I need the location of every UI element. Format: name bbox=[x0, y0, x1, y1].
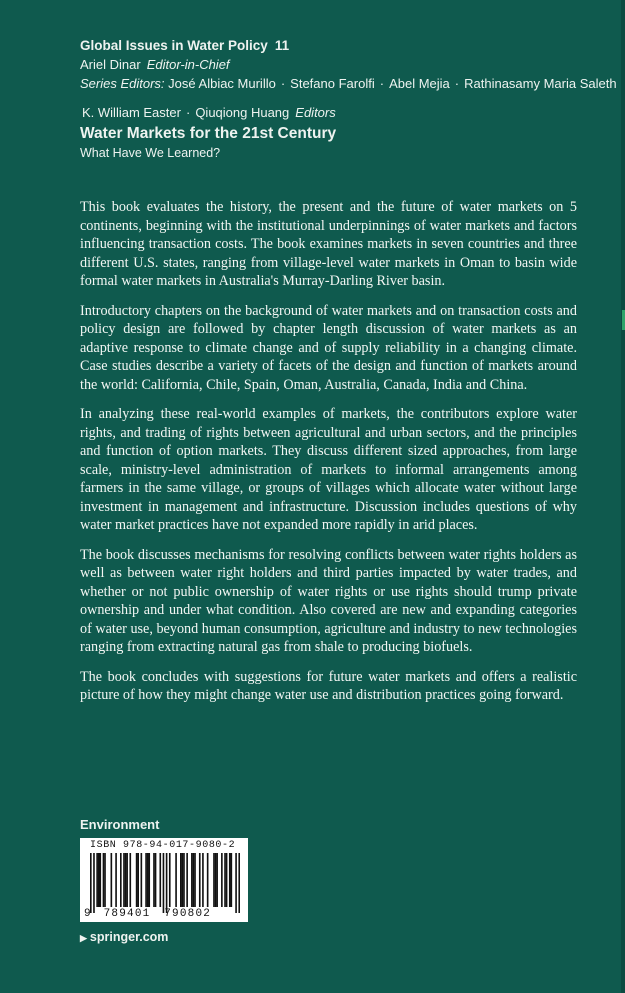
barcode-bar bbox=[182, 853, 184, 907]
barcode-bar bbox=[169, 853, 171, 907]
publisher-link[interactable] bbox=[80, 930, 168, 944]
barcode-bar bbox=[180, 853, 182, 907]
barcode-bar bbox=[191, 853, 193, 907]
isbn-label: ISBN 978-94-017-9080-2 bbox=[90, 840, 236, 851]
series-editor: Stefano Farolfi bbox=[290, 76, 375, 91]
barcode-bar bbox=[159, 853, 161, 907]
barcode-bar bbox=[183, 853, 185, 907]
isbn-barcode bbox=[80, 838, 248, 922]
barcode-bar bbox=[103, 853, 105, 907]
barcode-bar bbox=[125, 853, 127, 907]
separator-dot: · bbox=[379, 76, 385, 91]
triangle-right-icon: ▶ bbox=[80, 933, 87, 943]
barcode-bar bbox=[115, 853, 117, 907]
barcode-bar bbox=[186, 853, 188, 907]
barcode-bar bbox=[193, 853, 195, 907]
subject-category: Environment bbox=[80, 817, 160, 832]
editor-in-chief-role: Editor-in-Chief bbox=[146, 57, 230, 72]
blurb-paragraph: This book evaluates the history, the present and the future of water markets on 5 continents, beginning with the institutional underpinnings of water markets and factors influencing transaction costs. The book examines markets in seven countries and three different U.S. states, ranging from village-level water markets in Oman to basin wide formal water markets in Australia's Murray-Darling River basin. bbox=[80, 199, 577, 289]
barcode-bar bbox=[226, 853, 228, 907]
barcode-bar bbox=[216, 853, 218, 907]
separator-dot: · bbox=[280, 76, 286, 91]
barcode-bar bbox=[215, 853, 217, 907]
editor-in-chief bbox=[80, 55, 610, 74]
barcode-bar bbox=[155, 853, 157, 907]
barcode-bar bbox=[229, 853, 231, 907]
barcode-bar bbox=[207, 853, 209, 907]
book-editor: Qiuqiong Huang bbox=[195, 105, 290, 120]
barcode-bar bbox=[235, 853, 237, 913]
series-editor: Rathinasamy Maria Saleth bbox=[464, 76, 617, 91]
barcode-bar bbox=[148, 853, 150, 907]
book-title: Water Markets for the 21st Century bbox=[80, 125, 337, 142]
cover-header bbox=[80, 37, 617, 162]
ean-left-group: 789401 bbox=[103, 908, 151, 920]
blurb-paragraph: In analyzing these real-world examples of markets, the contributors explore water rights, and trading of rights between agricultural and urban sectors, and the principles and function of option markets. They discuss different sized approaches, from large scale, ministry-level administration of markets to informal arrangements among farmers in the same village, or groups of villages which allocate water without large investment in management and infrastructure. Discussion includes questions of why water market practices have not expanded more rapidly in arid places. bbox=[80, 406, 577, 533]
barcode-bar bbox=[111, 853, 113, 907]
publisher-url: springer.com bbox=[89, 930, 169, 944]
series-volume: 11 bbox=[274, 38, 290, 53]
barcode-bar bbox=[120, 853, 122, 907]
series-editor: José Albiac Murillo bbox=[168, 76, 276, 91]
barcode-bar bbox=[166, 853, 168, 913]
barcode-bar bbox=[90, 853, 92, 913]
barcode-bar bbox=[104, 853, 106, 907]
barcode-bar bbox=[123, 853, 125, 907]
series-editors-label: Series Editors: bbox=[80, 76, 165, 91]
barcode-bar bbox=[238, 853, 240, 913]
barcode-bar bbox=[136, 853, 138, 907]
barcode-bar bbox=[137, 853, 139, 907]
book-editors-role: Editors bbox=[295, 105, 336, 120]
barcode-bar bbox=[231, 853, 233, 907]
barcode-bar bbox=[175, 853, 177, 907]
ean-first-digit: 9 bbox=[84, 908, 92, 920]
series-editors bbox=[80, 74, 617, 93]
barcode-bar bbox=[145, 853, 147, 907]
barcode-bar bbox=[213, 853, 215, 907]
separator-dot: · bbox=[454, 76, 460, 91]
book-editor: K. William Easter bbox=[82, 105, 181, 120]
editor-in-chief-name: Ariel Dinar bbox=[80, 57, 141, 72]
barcode-bar bbox=[99, 853, 101, 907]
book-subtitle: What Have We Learned? bbox=[80, 146, 221, 160]
barcode-bar bbox=[126, 853, 128, 907]
barcode-bar bbox=[129, 853, 131, 907]
barcode-bar bbox=[202, 853, 204, 907]
blurb-paragraph: The book discusses mechanisms for resolving conflicts between water rights holders as well as between water right holders and third parties impacted by water trades, and whether or not public ownership of water rights or use rights should trump private ownership and under what condition. Also covered are new and expanding categories of water use, beyond human consumption, agriculture and industry to new technologies ranging from extracting natural gas from shale to producing biofuels. bbox=[80, 546, 577, 655]
ean-right-group: 790802 bbox=[164, 908, 212, 920]
barcode-bar bbox=[147, 853, 149, 907]
blurb-paragraph: Introductory chapters on the background of water markets and on transaction costs and policy design are followed by chapter length discussion of water markets as an adaptive response to climate change and of supply reliability in a changing climate. Case studies describe a variety of facets of the design and function of markets around the world: California, Chile, Spain, Oman, Australia, Canada, India and China. bbox=[80, 302, 577, 393]
barcode-bar bbox=[153, 853, 155, 907]
barcode-bar bbox=[141, 853, 143, 907]
series-title bbox=[80, 37, 610, 55]
barcode-bar bbox=[96, 853, 98, 907]
barcode-bars bbox=[90, 853, 240, 913]
barcode-bar bbox=[163, 853, 165, 913]
ean-digits bbox=[84, 908, 211, 920]
series-name: Global Issues in Water Policy bbox=[80, 38, 268, 53]
barcode-bar bbox=[224, 853, 226, 907]
barcode-bar bbox=[199, 853, 201, 907]
barcode-bar bbox=[221, 853, 223, 907]
series-editor: Abel Mejia bbox=[389, 76, 450, 91]
barcode-bar bbox=[93, 853, 95, 913]
cover-edge bbox=[621, 0, 625, 993]
book-editors bbox=[80, 104, 610, 122]
blurb bbox=[80, 198, 577, 716]
barcode-bar bbox=[194, 853, 196, 907]
barcode-bar bbox=[98, 853, 100, 907]
separator-dot: · bbox=[185, 105, 191, 120]
blurb-paragraph: The book concludes with suggestions for future water markets and offers a realistic picture of how they might change water use and distribution practices going forward. bbox=[80, 668, 577, 703]
